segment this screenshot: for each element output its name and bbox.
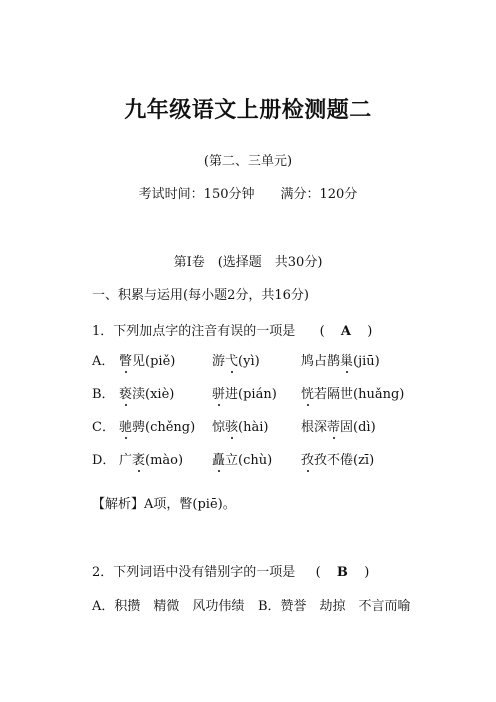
option-item <box>301 383 404 402</box>
option-text: 立(chù) <box>225 453 273 468</box>
page-title: 九年级语文上册检测题二 <box>124 97 372 123</box>
option-letter: C． <box>92 420 115 435</box>
option-letter: A． <box>92 354 115 369</box>
option-item <box>301 416 376 435</box>
answer-paren-close: ) <box>364 565 370 580</box>
dotted-char: 恍 <box>301 383 314 402</box>
analysis-text: 【解析】A项，瞥(piē)。 <box>92 497 236 512</box>
dotted-char: 巢 <box>340 350 353 369</box>
option-text: 进(pián) <box>225 387 277 402</box>
dotted-char: 袤 <box>132 449 145 468</box>
option-letter: B． <box>92 387 115 402</box>
option-text: 固(dì) <box>340 420 376 435</box>
option-text: 鸠占鹊 <box>301 354 341 369</box>
answer-letter: A <box>340 324 352 339</box>
answer-paren-open: ( <box>315 565 321 580</box>
dotted-char: 矗 <box>212 449 225 468</box>
option-text: 若隔世(huǎng) <box>314 387 405 402</box>
option-text: 孜不倦(zī) <box>314 453 375 468</box>
part-label: 第Ⅰ卷 (选择题 共30分) <box>173 255 323 270</box>
dotted-char: 瞥 <box>119 350 132 369</box>
option-text: 见(piě) <box>132 354 176 369</box>
exam-info: 考试时间：150分钟 满分：120分 <box>138 187 358 202</box>
dotted-char: 骈 <box>212 383 225 402</box>
answer-paren-open: ( <box>319 324 325 339</box>
option-text: 游 <box>212 354 226 369</box>
option-row-b <box>92 383 492 401</box>
subtitle: (第二、三单元) <box>203 154 293 169</box>
option-item <box>212 416 268 435</box>
q2-option-b: B．赞誉 劫掠 不言而喻 <box>258 599 411 614</box>
option-text: 根深 <box>301 420 328 435</box>
option-text: (yì) <box>238 354 260 369</box>
option-text: (jiū) <box>353 354 380 369</box>
option-text: 骋(chěng) <box>132 420 196 435</box>
option-item <box>212 350 260 369</box>
option-item <box>212 449 272 468</box>
option-item <box>119 383 174 402</box>
option-item <box>119 416 195 435</box>
question-stem-text: 1．下列加点字的注音有误的一项是 <box>92 324 296 339</box>
option-item <box>119 350 175 369</box>
question-stem-text: 2．下列词语中没有错别字的一项是 <box>92 565 296 580</box>
section-heading: 一、积累与运用(每小题2分，共16分) <box>92 288 309 303</box>
option-text: 惊 <box>212 420 226 435</box>
answer-letter: B <box>336 565 348 580</box>
dotted-char: 弋 <box>225 350 238 369</box>
option-text: (mào) <box>145 453 184 468</box>
option-text: (hài) <box>238 420 269 435</box>
dotted-char: 驰 <box>119 416 132 435</box>
q2-option-a: A．积攒 精微 风功伟绩 <box>92 599 245 614</box>
dotted-char: 蒂 <box>327 416 340 435</box>
dotted-char: 骇 <box>225 416 238 435</box>
option-item <box>301 350 380 369</box>
question-1-stem <box>92 320 372 339</box>
option-row-d <box>92 449 492 467</box>
dotted-char: 亵 <box>119 383 132 402</box>
option-item <box>212 383 277 402</box>
option-item <box>301 449 374 468</box>
option-letter: D． <box>92 453 116 468</box>
answer-paren-close: ) <box>367 324 373 339</box>
option-text: 渎(xiè) <box>132 387 175 402</box>
option-row-a <box>92 350 492 368</box>
dotted-char: 孜 <box>301 449 314 468</box>
option-text: 广 <box>119 453 133 468</box>
question-2-stem <box>92 561 369 580</box>
option-row-c <box>92 416 492 434</box>
option-item <box>119 449 183 468</box>
